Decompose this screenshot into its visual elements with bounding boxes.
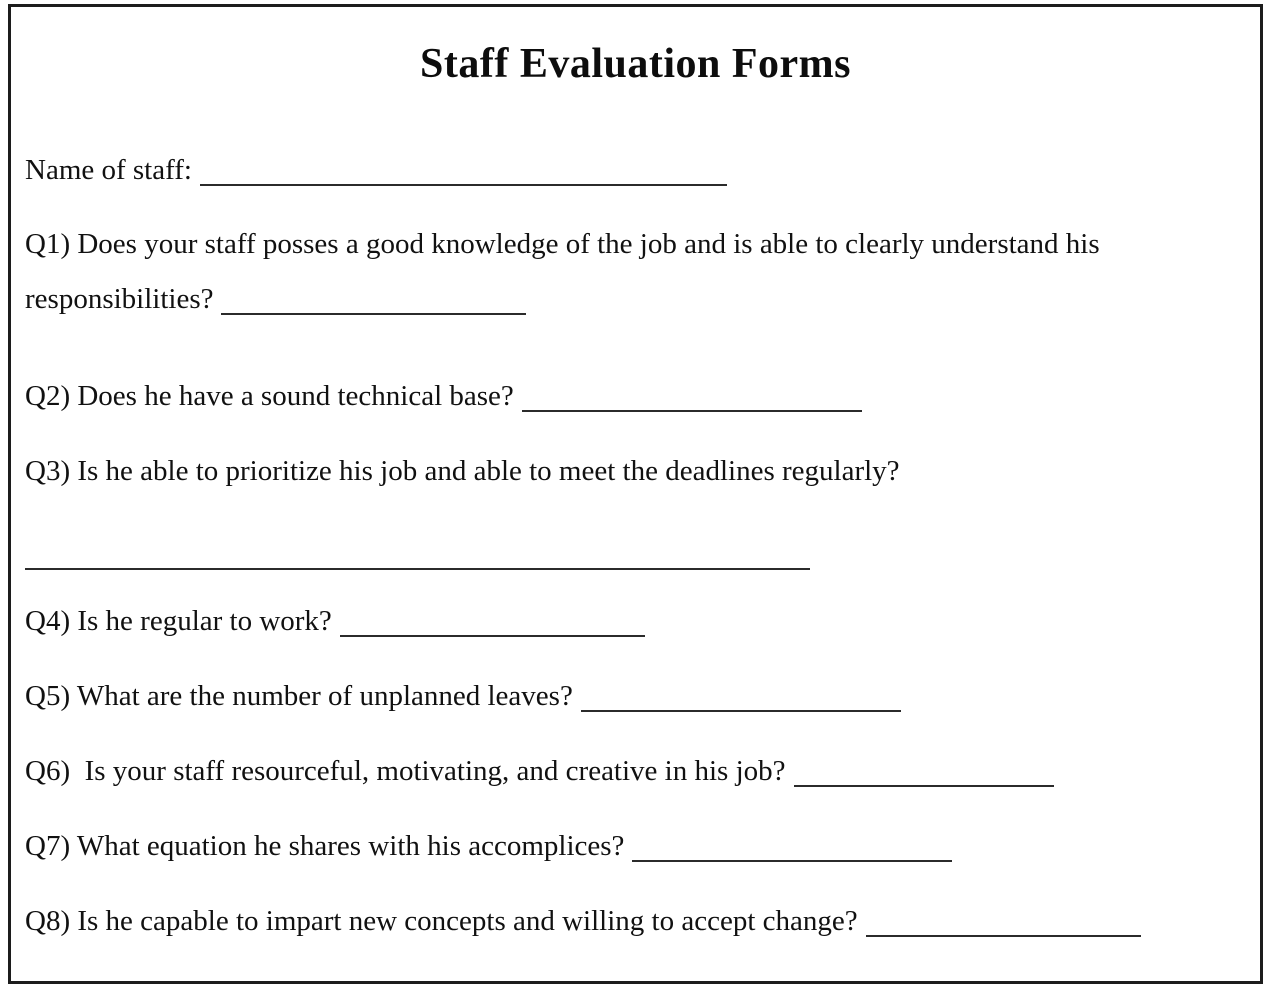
name-of-staff-label: Name of staff: <box>25 154 192 186</box>
question-q1-line2 <box>25 281 526 317</box>
question-q7-text: Q7) What equation he shares with his accomplices? <box>25 830 625 862</box>
question-q1-line1: Q1) Does your staff posses a good knowledge of the job and is able to clearly understand his <box>25 228 1100 260</box>
question-q1-line2-text: responsibilities? <box>25 283 214 315</box>
question-q5-text: Q5) What are the number of unplanned leaves? <box>25 680 573 712</box>
question-q3-text: Q3) Is he able to prioritize his job and able to meet the deadlines regularly? <box>25 455 900 487</box>
question-q4-text: Q4) Is he regular to work? <box>25 605 332 637</box>
name-of-staff-blank <box>200 156 727 186</box>
q3-answer-blank <box>25 540 810 570</box>
question-q8 <box>25 903 1141 939</box>
question-q6 <box>25 753 1054 789</box>
q6-answer-blank <box>794 757 1054 787</box>
q4-answer-blank <box>340 607 645 637</box>
question-q8-text: Q8) Is he capable to impart new concepts and willing to accept change? <box>25 905 858 937</box>
q8-answer-blank <box>866 907 1141 937</box>
question-q7 <box>25 828 952 864</box>
page-title: Staff Evaluation Forms <box>420 41 851 87</box>
question-q2-text: Q2) Does he have a sound technical base? <box>25 380 514 412</box>
q5-answer-blank <box>581 682 901 712</box>
question-q5 <box>25 678 901 714</box>
q2-answer-blank <box>522 382 862 412</box>
question-q3 <box>25 453 900 489</box>
question-q6-text: Q6) Is your staff resourceful, motivating, and creative in his job? <box>25 755 786 787</box>
question-q4 <box>25 603 645 639</box>
name-of-staff-row <box>25 152 727 188</box>
q1-answer-blank <box>221 285 526 315</box>
question-q2 <box>25 378 862 414</box>
q7-answer-blank <box>632 832 952 862</box>
form-page <box>8 4 1263 984</box>
